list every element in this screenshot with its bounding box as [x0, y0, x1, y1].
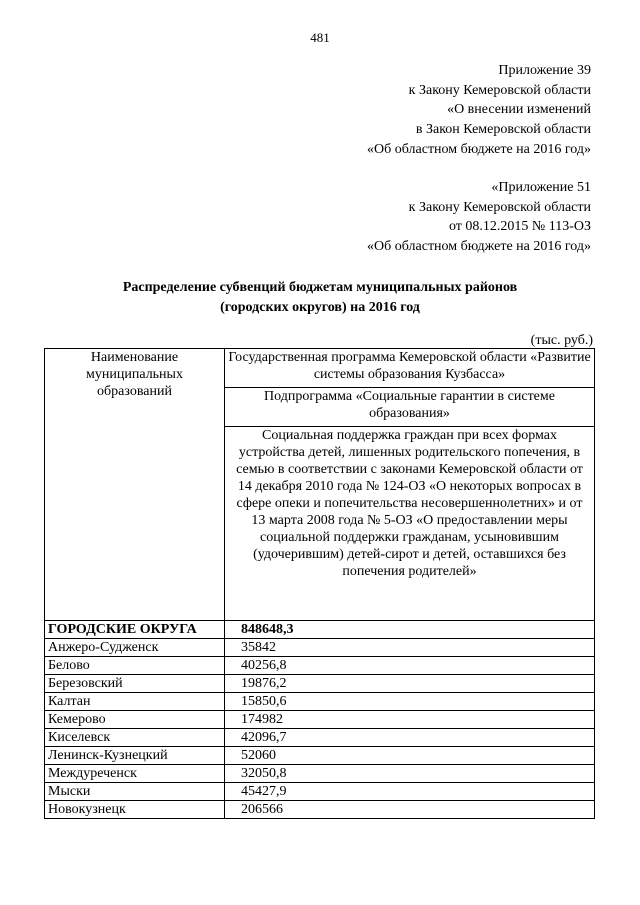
- annex-original-line: «Об областном бюджете на 2016 год»: [367, 239, 591, 255]
- row-value: 206566: [225, 801, 595, 819]
- annex-original-line: к Закону Кемеровской области: [408, 199, 591, 215]
- header-municipality: Наименование муниципальных образований: [45, 349, 225, 621]
- table-row: [45, 639, 595, 657]
- row-name: Кемерово: [45, 711, 225, 729]
- row-name: Анжеро-Судженск: [45, 639, 225, 657]
- table-row: [45, 729, 595, 747]
- row-value: 15850,6: [225, 693, 595, 711]
- header-program: Государственная программа Кемеровской области «Развитие системы образования Кузбасса»: [225, 349, 595, 388]
- row-name: Белово: [45, 657, 225, 675]
- row-value: 35842: [225, 639, 595, 657]
- page-number: 481: [310, 30, 330, 45]
- total-value: 848648,3: [225, 621, 595, 639]
- row-value: 174982: [225, 711, 595, 729]
- row-name: Мыски: [45, 783, 225, 801]
- total-name: ГОРОДСКИЕ ОКРУГА: [45, 621, 225, 639]
- annex-current-line: Приложение 39: [498, 63, 591, 78]
- row-value: 40256,8: [225, 657, 595, 675]
- table-row: [45, 747, 595, 765]
- annex-current-line: в Закон Кемеровской области: [415, 122, 591, 138]
- total-row: [45, 621, 595, 639]
- table-row: [45, 711, 595, 729]
- row-name: Калтан: [45, 693, 225, 711]
- row-name: Ленинск-Кузнецкий: [45, 747, 225, 765]
- units-label: (тыс. руб.): [530, 333, 593, 348]
- annex-current-line: «Об областном бюджете на 2016 год»: [367, 141, 591, 157]
- row-name: Междуреченск: [45, 765, 225, 783]
- row-name: Новокузнецк: [45, 801, 225, 819]
- header-subprogram: Подпрограмма «Социальные гарантии в системе образования»: [225, 388, 595, 427]
- table-row: [45, 783, 595, 801]
- annex-current-line: «О внесении изменений: [447, 102, 591, 118]
- subventions-table: [44, 348, 595, 819]
- table-row: [45, 675, 595, 693]
- row-value: 32050,8: [225, 765, 595, 783]
- annex-original-line: от 08.12.2015 № 113-ОЗ: [448, 219, 591, 235]
- annex-current-line: к Закону Кемеровской области: [408, 82, 591, 98]
- row-value: 42096,7: [225, 729, 595, 747]
- row-name: Киселевск: [45, 729, 225, 747]
- annex-original-line: «Приложение 51: [491, 180, 591, 195]
- title-line-1: Распределение субвенций бюджетам муниципальных районов: [122, 280, 518, 295]
- table-row: [45, 657, 595, 675]
- annex-current-heading: [367, 61, 591, 160]
- document-title: [0, 278, 640, 318]
- header-row-program: [45, 349, 595, 388]
- title-line-2: (городских округов) на 2016 год: [220, 300, 420, 315]
- table-row: [45, 765, 595, 783]
- header-measure: Социальная поддержка граждан при всех формах устройства детей, лишенных родительского попечения, в семью в соответствии с законами Кемеровской области от 14 декабря 2010 года № 124-ОЗ «О некоторых вопросах в сфере опеки и попечительства несовершеннолетних» и от 13 марта 2008 года № 5-ОЗ «О предоставлении меры социальной поддержки гражданам, усыновившим (удочерившим) детей-сирот и детей, оставшихся без попечения родителей»: [225, 427, 595, 621]
- row-name: Березовский: [45, 675, 225, 693]
- row-value: 45427,9: [225, 783, 595, 801]
- annex-original-heading: [367, 178, 591, 257]
- row-value: 52060: [225, 747, 595, 765]
- table-row: [45, 801, 595, 819]
- row-value: 19876,2: [225, 675, 595, 693]
- table-row: [45, 693, 595, 711]
